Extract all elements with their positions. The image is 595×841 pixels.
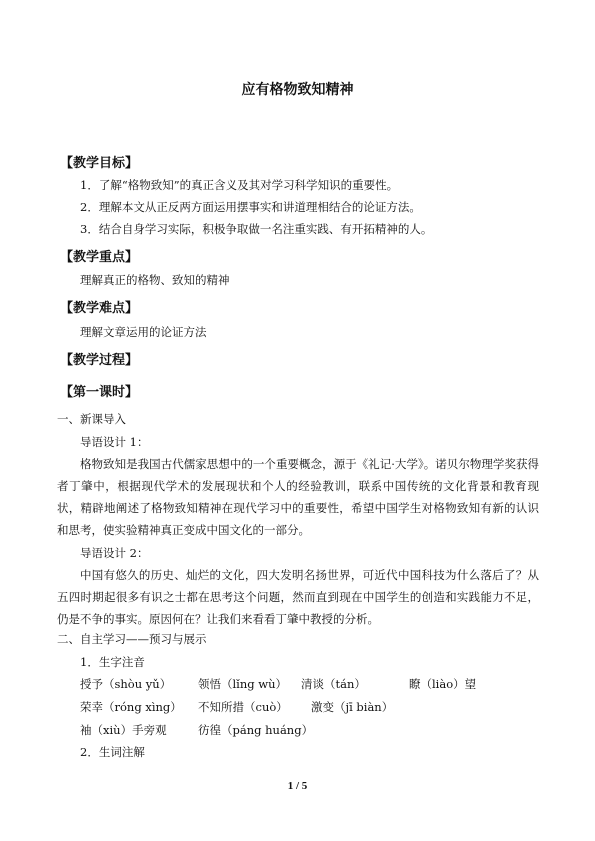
- pinyin-entry: 领悟（lǐng wù）: [198, 677, 288, 691]
- pinyin-entry: 不知所措（cuò）: [198, 700, 288, 714]
- difficulties-heading: 【教学难点】: [60, 301, 139, 316]
- key-points-heading: 【教学重点】: [60, 250, 139, 265]
- pinyin-entry: 授予（shòu yǔ）: [80, 677, 172, 691]
- objective-item: 1．了解“格物致知”的真正含义及其对学习科学知识的重要性。: [80, 178, 399, 192]
- pinyin-subheading: 1．生字注音: [80, 655, 145, 669]
- section2-title: 二、自主学习——预习与展示: [57, 632, 207, 646]
- lead-paragraph-2: 中国有悠久的历史、灿烂的文化，四大发明名扬世界，可近代中国科技为什么落后了？从五四时期起很多有识之士都在思考这个问题，然而直到现在中国学生的创造和实践能力不足，仍是不争的事实。原因何在？让我们来看看丁肇中教授的分析。: [57, 568, 539, 626]
- glossary-subheading: 2．生词注解: [80, 745, 145, 759]
- lead-paragraph-1: 格物致知是我国古代儒家思想中的一个重要概念，源于《礼记·大学》。诺贝尔物理学奖获得者丁肇中，根据现代学术的发展现状和个人的经验教训，联系中国传统的文化背景和教育现状，精辟地阐述了格物致知精神在现代学习中的重要性，希望中国学生对格物致知有新的认识和思考，使实验精神真正变成中国文化的一部分。: [57, 457, 539, 537]
- key-points-text: 理解真正的格物、致知的精神: [80, 273, 230, 287]
- pinyin-entry: 激变（jī biàn）: [311, 700, 394, 714]
- section1-title: 一、新课导入: [57, 412, 126, 426]
- lead-design-2: 导语设计 2：: [80, 546, 149, 560]
- pinyin-entry: 彷徨（páng huáng）: [198, 723, 314, 737]
- page-number: 1 / 5: [287, 780, 308, 792]
- lead-design-1: 导语设计 1：: [80, 435, 149, 449]
- objectives-heading: 【教学目标】: [60, 156, 139, 171]
- document-title: 应有格物致知精神: [241, 82, 354, 98]
- pinyin-entry: 瞭（liào）望: [409, 677, 477, 691]
- difficulties-text: 理解文章运用的论证方法: [80, 325, 207, 339]
- pinyin-row: [80, 722, 540, 740]
- objective-item: 2．理解本文从正反两方面运用摆事实和讲道理相结合的论证方法。: [80, 200, 421, 214]
- process-heading: 【教学过程】: [60, 353, 139, 368]
- pinyin-row: [80, 699, 540, 717]
- pinyin-entry: 荣幸（róng xìng）: [80, 700, 182, 714]
- pinyin-entry: 袖（xiù）手旁观: [80, 723, 167, 737]
- pinyin-row: [80, 676, 540, 694]
- objective-item: 3．结合自身学习实际，积极争取做一名注重实践、有开拓精神的人。: [80, 222, 433, 236]
- lesson1-heading: 【第一课时】: [60, 385, 139, 400]
- pinyin-entry: 清谈（tán）: [301, 677, 366, 691]
